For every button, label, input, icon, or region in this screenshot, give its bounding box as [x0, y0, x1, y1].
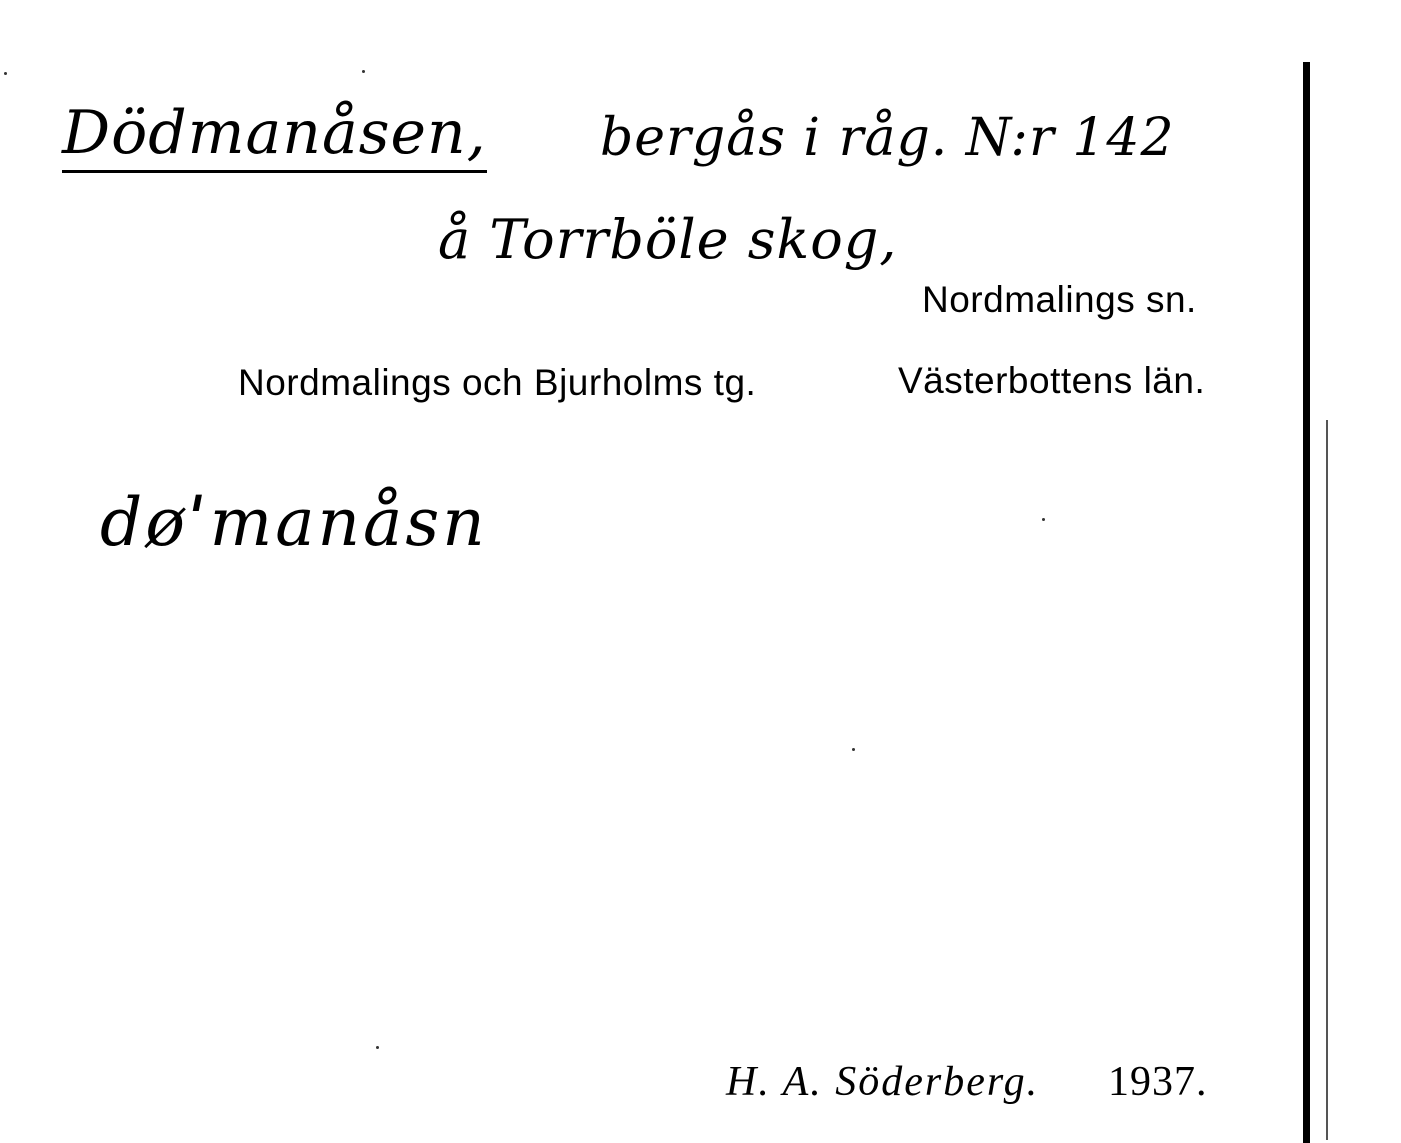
scan-speck	[1042, 518, 1045, 521]
card-border-line-thin	[1326, 420, 1328, 1140]
description-line-2: å Torrböle skog,	[438, 208, 898, 271]
district-label: Nordmalings och Bjurholms tg.	[238, 362, 757, 403]
county-label: Västerbottens län.	[898, 360, 1206, 401]
scan-speck	[376, 1046, 379, 1049]
scan-speck	[852, 748, 855, 751]
description-line-1: bergås i råg. N:r 142	[600, 108, 1175, 168]
year: 1937.	[1108, 1059, 1208, 1105]
scan-speck	[4, 72, 7, 75]
card-border-line	[1303, 62, 1310, 1143]
headword: Dödmanåsen,	[62, 100, 487, 173]
scan-speck	[362, 70, 365, 73]
pronunciation: døˈmanåsn	[100, 484, 488, 561]
parish-label: Nordmalings sn.	[922, 279, 1197, 320]
author-name: H. A. Söderberg.	[726, 1059, 1040, 1105]
